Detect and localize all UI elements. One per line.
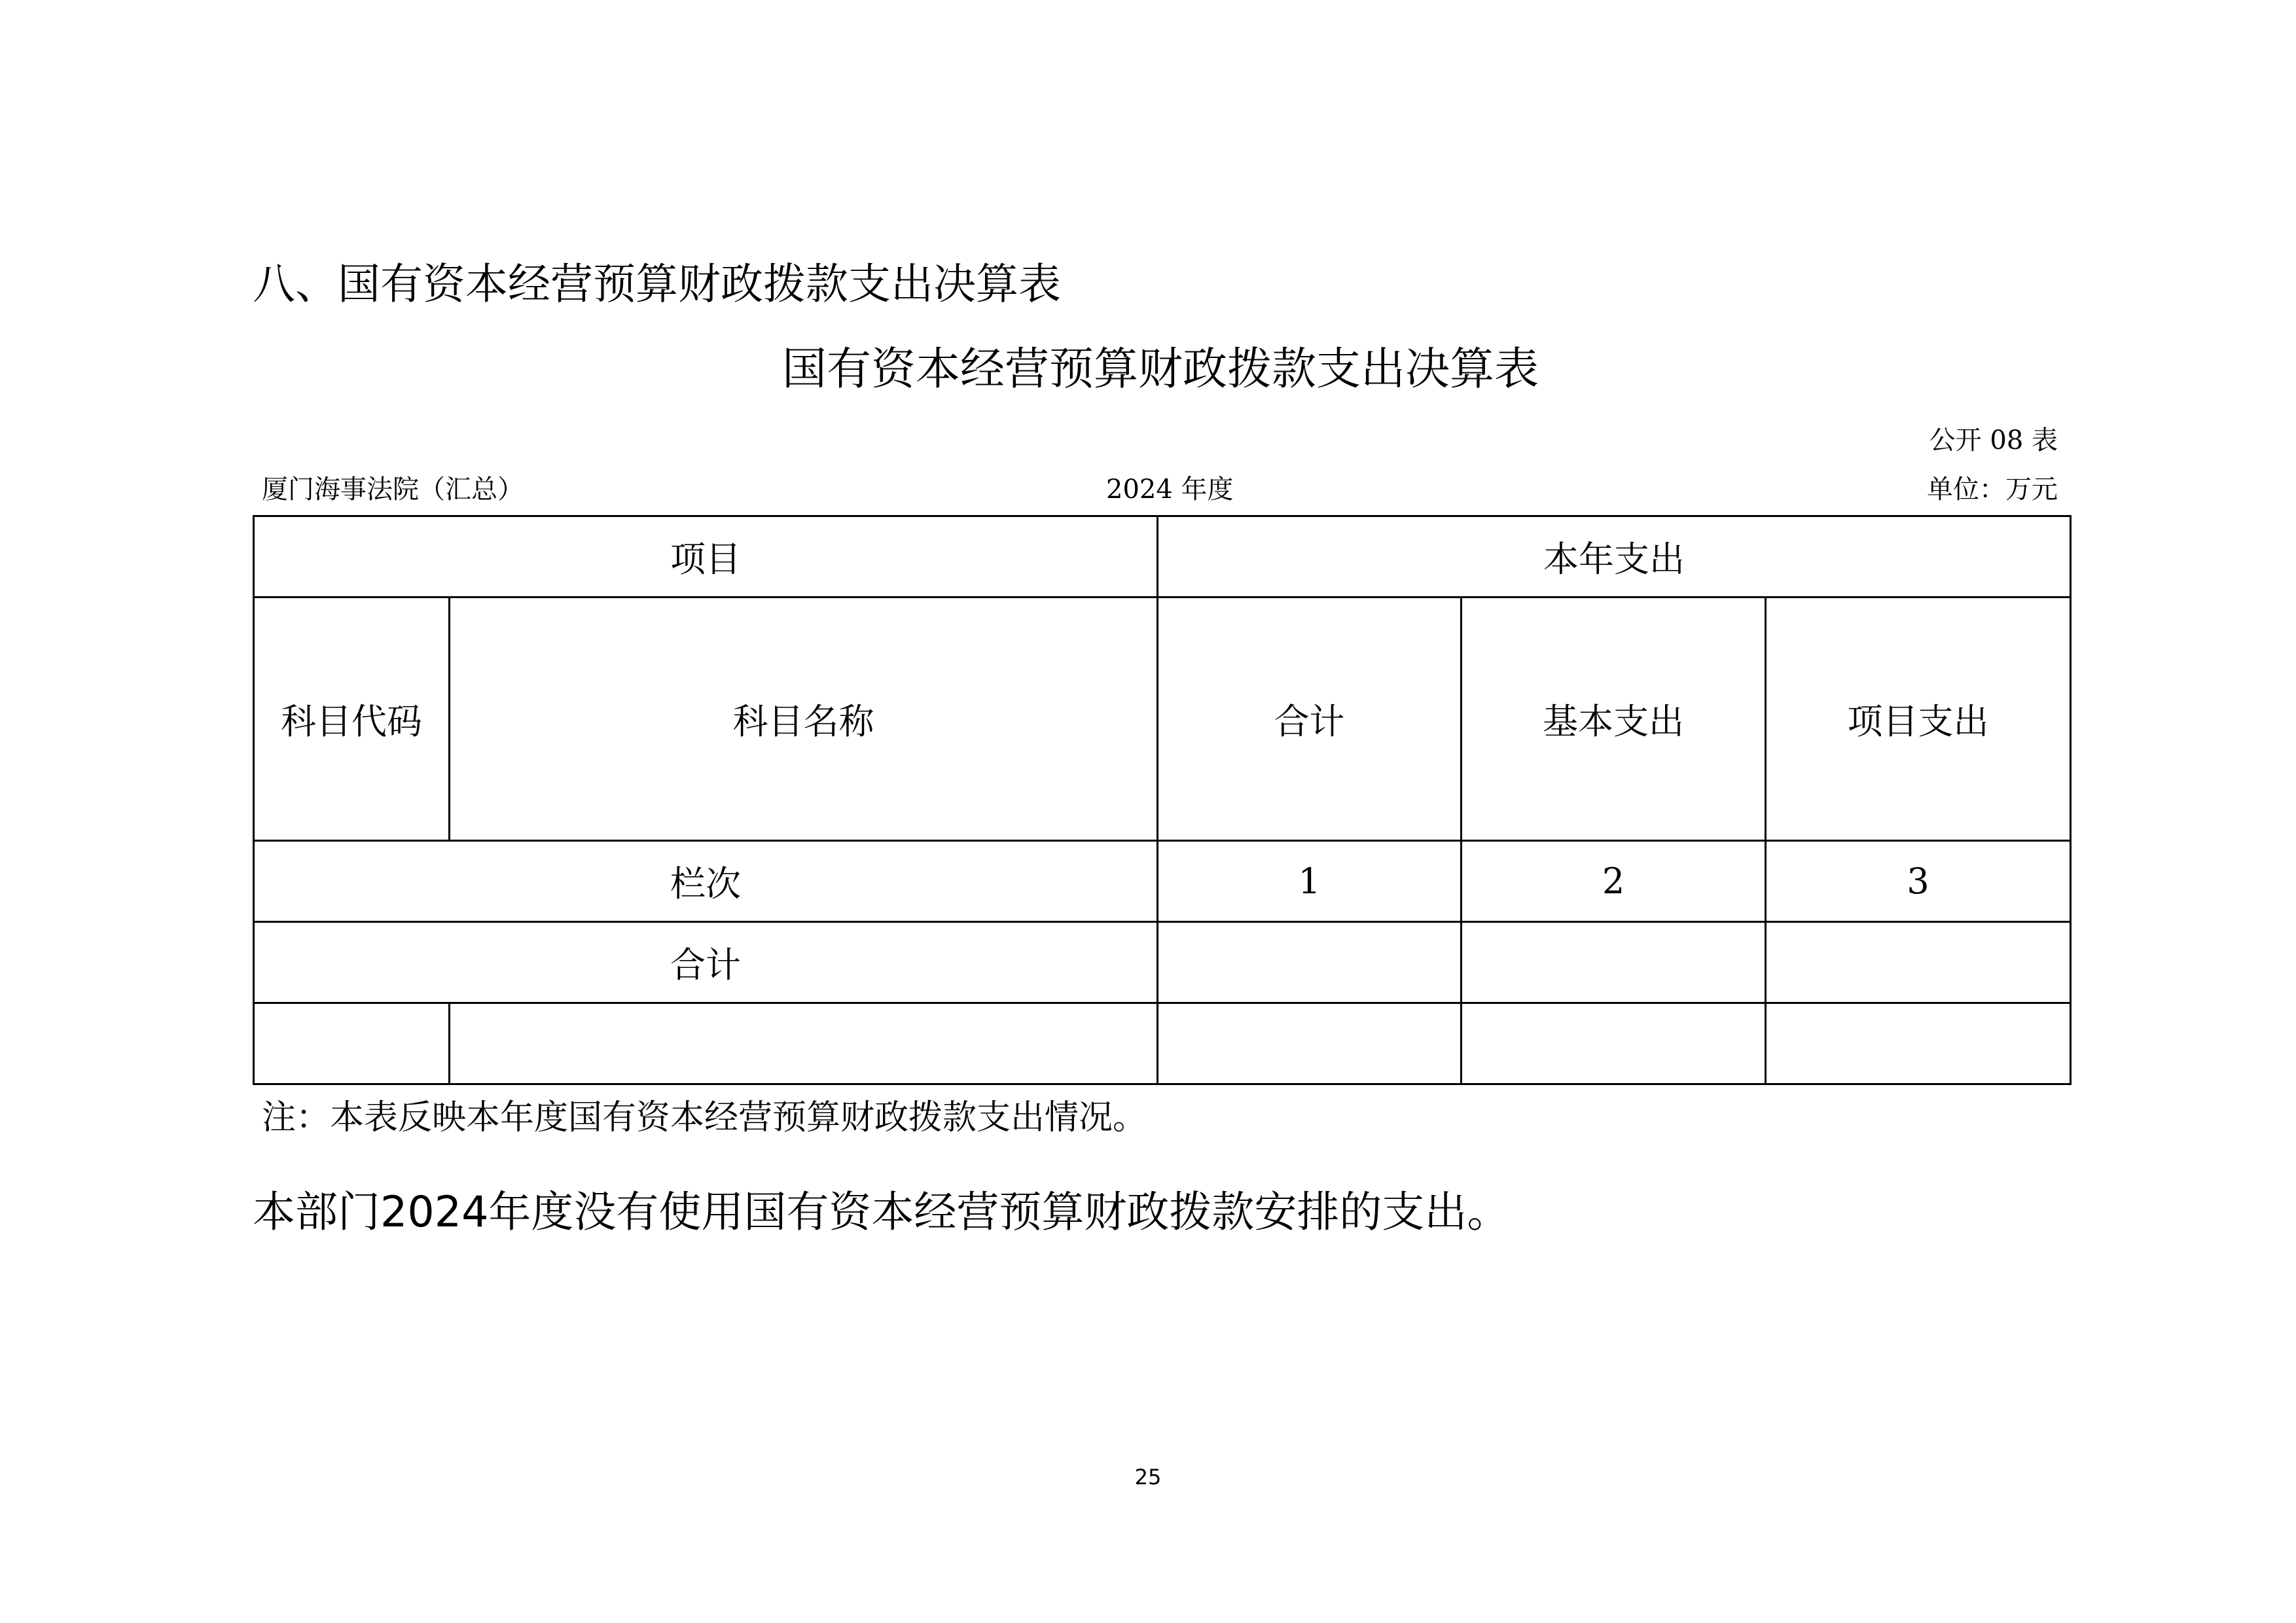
table-header-row — [254, 516, 2071, 597]
detail-row-total — [1158, 1003, 1462, 1084]
table-row-total — [254, 922, 2071, 1003]
column-index-1: 1 — [1158, 841, 1462, 922]
unit-name: 厦门海事法院（汇总） — [262, 474, 524, 505]
unit-of-measure: 单位：万元 — [1927, 474, 2058, 505]
table-meta-row — [262, 471, 2058, 508]
statement: 本部门2024年度没有使用国有资本经营预算财政拨款安排的支出。 — [253, 1188, 1510, 1237]
header-item: 项目 — [254, 516, 1158, 597]
fiscal-year: 2024 年度 — [1106, 474, 1234, 505]
expenditure-table — [253, 515, 2072, 1085]
detail-row-code — [254, 1003, 450, 1084]
detail-row-name — [450, 1003, 1158, 1084]
col-project-expenditure: 项目支出 — [1766, 597, 2071, 841]
total-row-basic — [1462, 922, 1766, 1003]
col-subject-code: 科目代码 — [254, 597, 450, 841]
col-basic-expenditure: 基本支出 — [1462, 597, 1766, 841]
column-index-3: 3 — [1766, 841, 2071, 922]
column-index-2: 2 — [1462, 841, 1766, 922]
table-title: 国有资本经营预算财政拨款支出决算表 — [781, 344, 1539, 395]
table-note: 注：本表反映本年度国有资本经营预算财政拨款支出情况。 — [262, 1098, 1147, 1137]
detail-row-project — [1766, 1003, 2071, 1084]
table-row-column-index — [254, 841, 2071, 922]
total-row-total — [1158, 922, 1462, 1003]
form-number: 公开 08 表 — [1929, 425, 2058, 455]
detail-row-basic — [1462, 1003, 1766, 1084]
total-row-label: 合计 — [254, 922, 1158, 1003]
section-heading: 八、国有资本经营预算财政拨款支出决算表 — [253, 260, 1062, 309]
header-current-year: 本年支出 — [1158, 516, 2071, 597]
total-row-project — [1766, 922, 2071, 1003]
col-subject-name: 科目名称 — [450, 597, 1158, 841]
col-total: 合计 — [1158, 597, 1462, 841]
table-subheader-row — [254, 597, 2071, 841]
table-row — [254, 1003, 2071, 1084]
page-number: 25 — [1134, 1465, 1162, 1489]
column-index-label: 栏次 — [254, 841, 1158, 922]
